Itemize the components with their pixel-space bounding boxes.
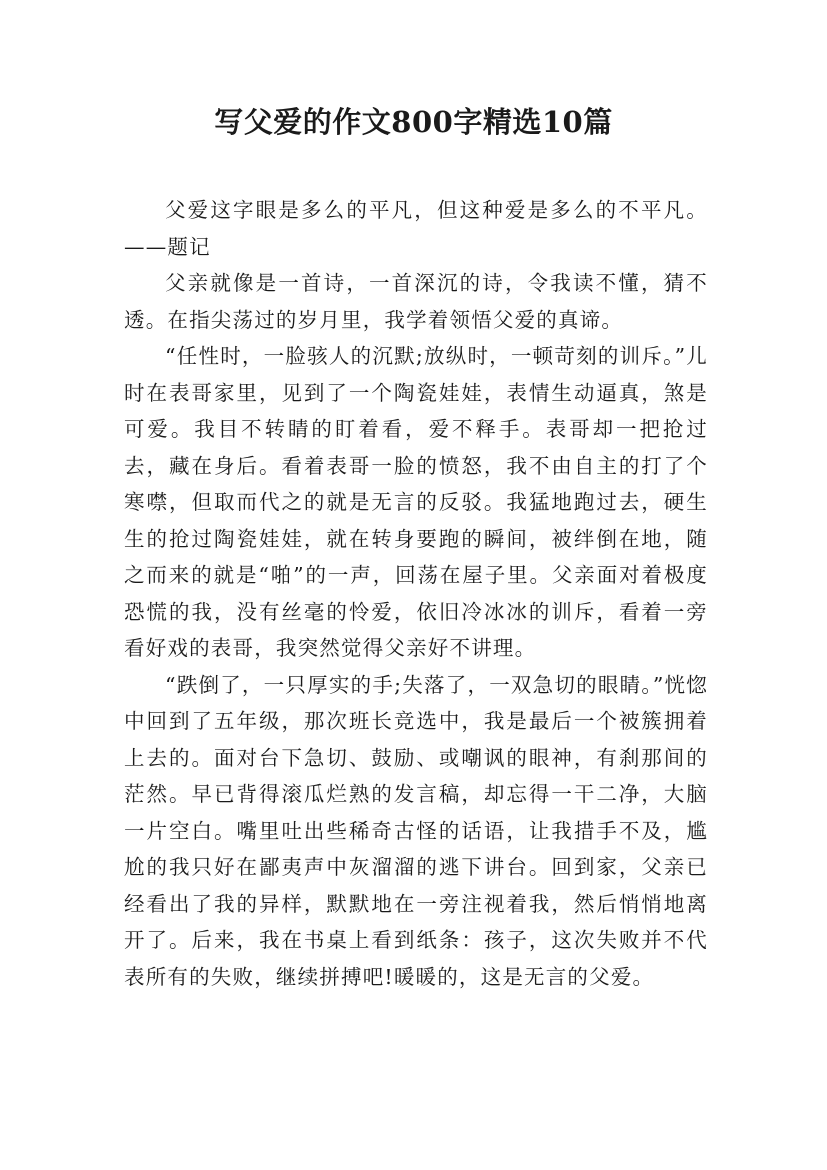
paragraph-election: “跌倒了，一只厚实的手;失落了，一双急切的眼睛。”恍惚中回到了五年级，那次班长竞选中，我是最后一个被簇拥着上去的。面对台下急切、鼓励、或嘲讽的眼神，有刹那间的茫然。早已背得滚瓜烂熟的发言稿，却忘得一干二净，大脑一片空白。嘴里吐出些稀奇古怪的话语，让我措手不及，尴尬的我只好在鄙夷声中灰溜溜的逃下讲台。回到家，父亲已经看出了我的异样，默默地在一旁注视着我，然后悄悄地离开了。后来，我在书桌上看到纸条：孩子，这次失败并不代表所有的失败，继续拼搏吧!暖暖的，这是无言的父爱。: [124, 672, 708, 989]
document-title: 写父爱的作文800字精选10篇: [214, 105, 613, 139]
paragraph-intro: 父亲就像是一首诗，一首深沉的诗，令我读不懂，猜不透。在指尖荡过的岁月里，我学着领悟父爱的真谛。: [124, 271, 708, 332]
paragraph-epigraph: 父爱这字眼是多么的平凡，但这种爱是多么的不平凡。——题记: [124, 198, 708, 259]
paragraph-childhood: “任性时，一脸骇人的沉默;放纵时，一顿苛刻的训斥。”儿时在表哥家里，见到了一个陶瓷娃娃，表情生动逼真，煞是可爱。我目不转睛的盯着看，爱不释手。表哥却一把抢过去，藏在身后。看着表哥一脸的愤怒，我不由自主的打了个寒噤，但取而代之的就是无言的反驳。我猛地跑过去，硬生生的抢过陶瓷娃娃，就在转身要跑的瞬间，被绊倒在地，随之而来的就是“啪”的一声，回荡在屋子里。父亲面对着极度恐慌的我，没有丝毫的怜爱，依旧冷冰冰的训斥，看着一旁看好戏的表哥，我突然觉得父亲好不讲理。: [124, 344, 708, 660]
document-body: [124, 192, 708, 995]
